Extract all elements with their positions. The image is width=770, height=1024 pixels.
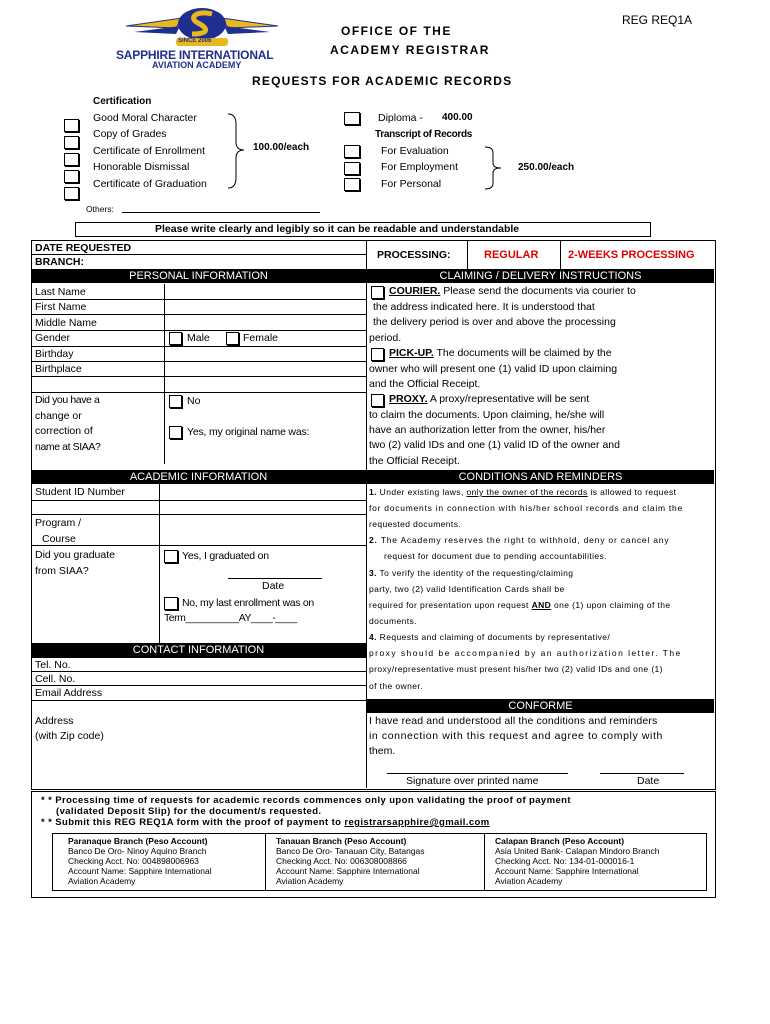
conforme-header [367,699,714,713]
cert-item-graduation: Certificate of Graduation [93,178,207,190]
condition-4-number: 4. [369,632,377,642]
transcript-price: 250.00/each [518,162,575,173]
gender-label: Gender [35,332,71,344]
course-label: Course [42,533,76,545]
signature-label: Signature over printed name [406,775,539,787]
contact-info-heading: CONTACT INFORMATION [132,644,265,656]
conditions-header [367,470,714,484]
branch-3-line-2: Checking Acct. No: 134-01-000016-1 [495,856,635,866]
condition-3-text-b: required for presentation upon request [369,600,532,610]
middle-name-field[interactable] [165,315,365,329]
academic-info-heading: ACADEMIC INFORMATION [129,471,268,483]
condition-line-3: requested documents. [369,519,462,529]
form-code: REG REQ1A [622,13,693,27]
condition-line-11: proxy should be accompanied by an authorization letter. The [369,648,682,658]
checkbox-courier[interactable] [371,286,384,299]
proxy-title: PROXY. [389,393,428,405]
others-input-line[interactable] [122,212,320,213]
proxy-line-4: two (2) valid IDs and one (1) valid ID of the owner and [369,439,620,451]
checkbox-for-employment[interactable] [344,162,360,175]
condition-1-text-a: Under existing laws, [376,487,467,497]
condition-line-12: proxy/representative must present his/her two (2) valid IDs and one (1) [369,664,663,674]
conforme-line-3: them. [369,745,396,757]
branch-1-line-2: Checking Acct. No: 004898006963 [68,856,199,866]
proxy-line-1: A proxy/representative will be sent [427,393,590,405]
transcript-item-evaluation: For Evaluation [381,145,449,157]
pickup-title: PICK-UP. [389,347,434,359]
email-field[interactable] [120,686,365,700]
branch-2-line-3: Account Name: Sapphire International [276,866,420,876]
branch-2-name: Tanauan Branch (Peso Account) [276,836,407,846]
bank-col-divider [265,833,266,891]
conditions-heading: CONDITIONS AND REMINDERS [458,471,623,483]
condition-line-4 [369,535,669,545]
graduate-question-2: from SIAA? [35,565,89,577]
branch-1-name: Paranaque Branch (Peso Account) [68,836,208,846]
condition-line-7: party, two (2) valid Identification Cards shall be [369,584,565,594]
name-change-no-label: No [187,395,201,407]
office-title-line1: OFFICE OF THE [341,24,452,38]
courier-title: COURIER. [389,285,441,297]
pickup-line-2: owner who will present one (1) valid ID upon claiming [369,363,618,375]
registrar-email-link[interactable]: registrarsapphire@gmail.com [344,817,490,828]
graduated-no-label: No, my last enrollment was on [182,597,314,609]
logo-name-line2: AVIATION ACADEMY [152,60,242,70]
bank-col-divider [484,833,485,891]
conforme-line-1: I have read and understood all the conditions and reminders [369,715,658,727]
conforme-date-line[interactable] [600,773,684,774]
condition-line-13: of the owner. [369,681,423,691]
condition-line-9: documents. [369,616,417,626]
proxy-line-2: to claim the documents. Upon claiming, he/she will [369,409,605,421]
birthplace-label: Birthplace [35,363,82,375]
processing-label: PROCESSING: [377,249,451,261]
checkbox-honorable-dismissal[interactable] [64,170,79,183]
condition-line-2: for documents in connection with his/her school records and claim the [369,503,683,513]
divider [31,545,366,546]
transcript-item-personal: For Personal [381,178,442,190]
checkbox-proxy[interactable] [371,394,384,407]
office-title-line2: ACADEMY REGISTRAR [330,43,490,57]
claiming-header [367,269,714,283]
diploma-label: Diploma - [378,112,423,124]
checkbox-pickup[interactable] [371,348,384,361]
transcript-item-employment: For Employment [381,161,459,173]
note-processing-line2: (validated Deposit Slip) for the document/s requested. [56,806,322,817]
last-name-label: Last Name [35,286,86,298]
condition-line-8 [369,600,671,610]
condition-2-text: The Academy reserves the right to withhold, deny or cancel any [377,535,670,545]
program-course-field[interactable] [160,515,365,544]
female-label: Female [243,332,279,344]
conforme-heading: CONFORME [508,700,573,712]
date-requested-label: DATE REQUESTED [35,242,132,254]
processing-regular-option[interactable]: REGULAR [484,249,539,261]
checkbox-good-moral[interactable] [64,119,79,132]
cell-label: Cell. No. [35,673,76,685]
branch-1-line-4: Aviation Academy [68,876,136,886]
courier-line-3: the delivery period is over and above the processing [373,316,616,328]
checkbox-diploma[interactable] [344,112,360,125]
signature-line[interactable] [387,773,568,774]
branch-3-line-3: Account Name: Sapphire International [495,866,639,876]
branch-1-line-1: Banco De Oro- Ninoy Aquino Branch [68,846,207,856]
conforme-line-2: in connection with this request and agree to comply with [369,730,663,742]
graduate-question-1: Did you graduate [35,549,115,561]
condition-1-number: 1. [369,487,377,497]
checkbox-certificate-enrollment[interactable] [64,153,79,166]
checkbox-name-change-yes[interactable] [169,426,182,439]
graduation-date-line[interactable] [228,578,322,579]
condition-1-text-c: is allowed to request [587,487,677,497]
pickup-line-1: The documents will be claimed by the [433,347,612,359]
brace-icon [226,112,246,190]
proxy-line [389,393,589,405]
birthday-field[interactable] [165,347,365,361]
condition-line-6 [369,568,573,578]
male-label: Male [187,332,210,344]
cert-item-dismissal: Honorable Dismissal [93,161,190,173]
certification-price: 100.00/each [253,142,310,153]
courier-line-4: period. [369,332,402,344]
cert-item-enrollment: Certificate of Enrollment [93,145,206,157]
checkbox-female[interactable] [226,332,239,345]
checkbox-certificate-graduation[interactable] [64,187,79,200]
birthplace-field[interactable] [165,362,365,376]
note-submit-text: * * Submit this REG REQ1A form with the proof of payment to [41,817,345,828]
last-name-field[interactable] [165,285,365,299]
name-change-question-2: change or [35,410,82,422]
diploma-price: 400.00 [442,112,473,123]
branch-3-name: Calapan Branch (Peso Account) [495,836,625,846]
courier-line-1: Please send the documents via courier to [440,285,636,297]
checkbox-copy-of-grades[interactable] [64,136,79,149]
academy-logo [112,6,292,70]
pickup-line [389,347,612,359]
condition-4-text: Requests and claiming of documents by representative/ [376,632,611,642]
condition-2-number: 2. [369,535,378,545]
student-id-label: Student ID Number [35,486,125,498]
academic-info-header [31,470,366,484]
term-ay-field[interactable]: Term__________AY____-____ [164,612,297,624]
condition-3-number: 3. [369,568,377,578]
address-field[interactable] [120,701,365,787]
pickup-line-3: and the Official Receipt. [369,378,481,390]
condition-line-10 [369,632,610,642]
name-change-question-4: name at SIAA? [35,441,101,453]
checkbox-name-change-no[interactable] [169,395,182,408]
divider [560,240,561,269]
checkbox-for-personal[interactable] [344,178,360,191]
personal-info-heading: PERSONAL INFORMATION [129,270,268,282]
courier-line-2: the address indicated here. It is understood that [373,301,595,313]
email-label: Email Address [35,687,103,699]
transcript-heading: Transcript of Records [375,129,473,140]
zip-label: (with Zip code) [35,730,104,742]
branch-2-line-1: Banco De Oro- Tanauan City, Batangas [276,846,425,856]
tel-label: Tel. No. [35,659,71,671]
first-name-field[interactable] [165,300,365,314]
checkbox-graduated-no[interactable] [164,597,178,610]
divider [467,240,468,269]
checkbox-male[interactable] [169,332,182,345]
cert-item-good-moral: Good Moral Character [93,112,197,124]
cell-field[interactable] [110,672,365,685]
checkbox-graduated-yes[interactable] [164,550,178,563]
others-label: Others: [86,204,114,214]
conforme-date-label: Date [637,775,660,787]
name-change-yes-label: Yes, my original name was: [187,426,310,438]
checkbox-for-evaluation[interactable] [344,145,360,158]
branch-2-line-4: Aviation Academy [276,876,344,886]
note-processing-line1: * * Processing time of requests for academic records commences only upon validating the proof of payment [41,795,571,806]
first-name-label: First Name [35,301,87,313]
condition-1-text-b: only the owner of the records [466,487,588,497]
name-change-question-3: correction of [35,425,93,437]
divider [31,330,366,331]
program-label: Program / [35,517,82,529]
logo-name-line1: SAPPHIRE INTERNATIONAL [116,48,274,62]
name-change-question-1: Did you have a [35,394,100,406]
condition-3-text: To verify the identity of the requesting/claiming [376,568,574,578]
processing-2weeks-option[interactable]: 2-WEEKS PROCESSING [568,249,695,261]
contact-info-header [31,643,366,657]
branch-1-line-3: Account Name: Sapphire International [68,866,212,876]
birthday-label: Birthday [35,348,74,360]
divider [31,254,366,255]
student-id-field[interactable] [160,485,365,499]
academic-col-divider [159,484,160,644]
condition-line-1 [369,487,676,497]
tel-field[interactable] [110,658,365,671]
instruction-banner-text: Please write clearly and legibly so it can be readable and understandable [155,223,520,235]
cert-item-copy-of-grades: Copy of Grades [93,128,167,140]
branch-label: BRANCH: [35,256,84,268]
middle-name-label: Middle Name [35,317,97,329]
courier-line [389,285,636,297]
divider [31,500,366,501]
divider [31,392,366,393]
graduation-date-label: Date [262,580,285,592]
branch-3-line-4: Aviation Academy [495,876,563,886]
proxy-line-3: have an authorization letter from the owner, his/her [369,424,606,436]
claiming-heading: CLAIMING / DELIVERY INSTRUCTIONS [439,270,642,282]
graduated-yes-label: Yes, I graduated on [182,550,269,562]
certification-heading: Certification [93,96,152,107]
branch-3-line-1: Asia United Bank- Calapan Mindoro Branch [495,846,660,856]
note-submit-line [41,817,490,828]
personal-info-header [31,269,366,283]
condition-3-text-c: one (1) upon claiming of the [551,600,671,610]
condition-line-5: request for document due to pending accountabilities. [384,551,607,561]
proxy-line-5: the Official Receipt. [369,455,460,467]
address-label: Address [35,715,74,727]
branch-2-line-2: Checking Acct. No: 006308008866 [276,856,407,866]
brace-icon [483,145,503,191]
condition-3-and: AND [531,600,552,610]
page-title: REQUESTS FOR ACADEMIC RECORDS [252,74,513,88]
divider [31,376,366,377]
logo-badge-text: SINCE 2006 [178,38,212,44]
